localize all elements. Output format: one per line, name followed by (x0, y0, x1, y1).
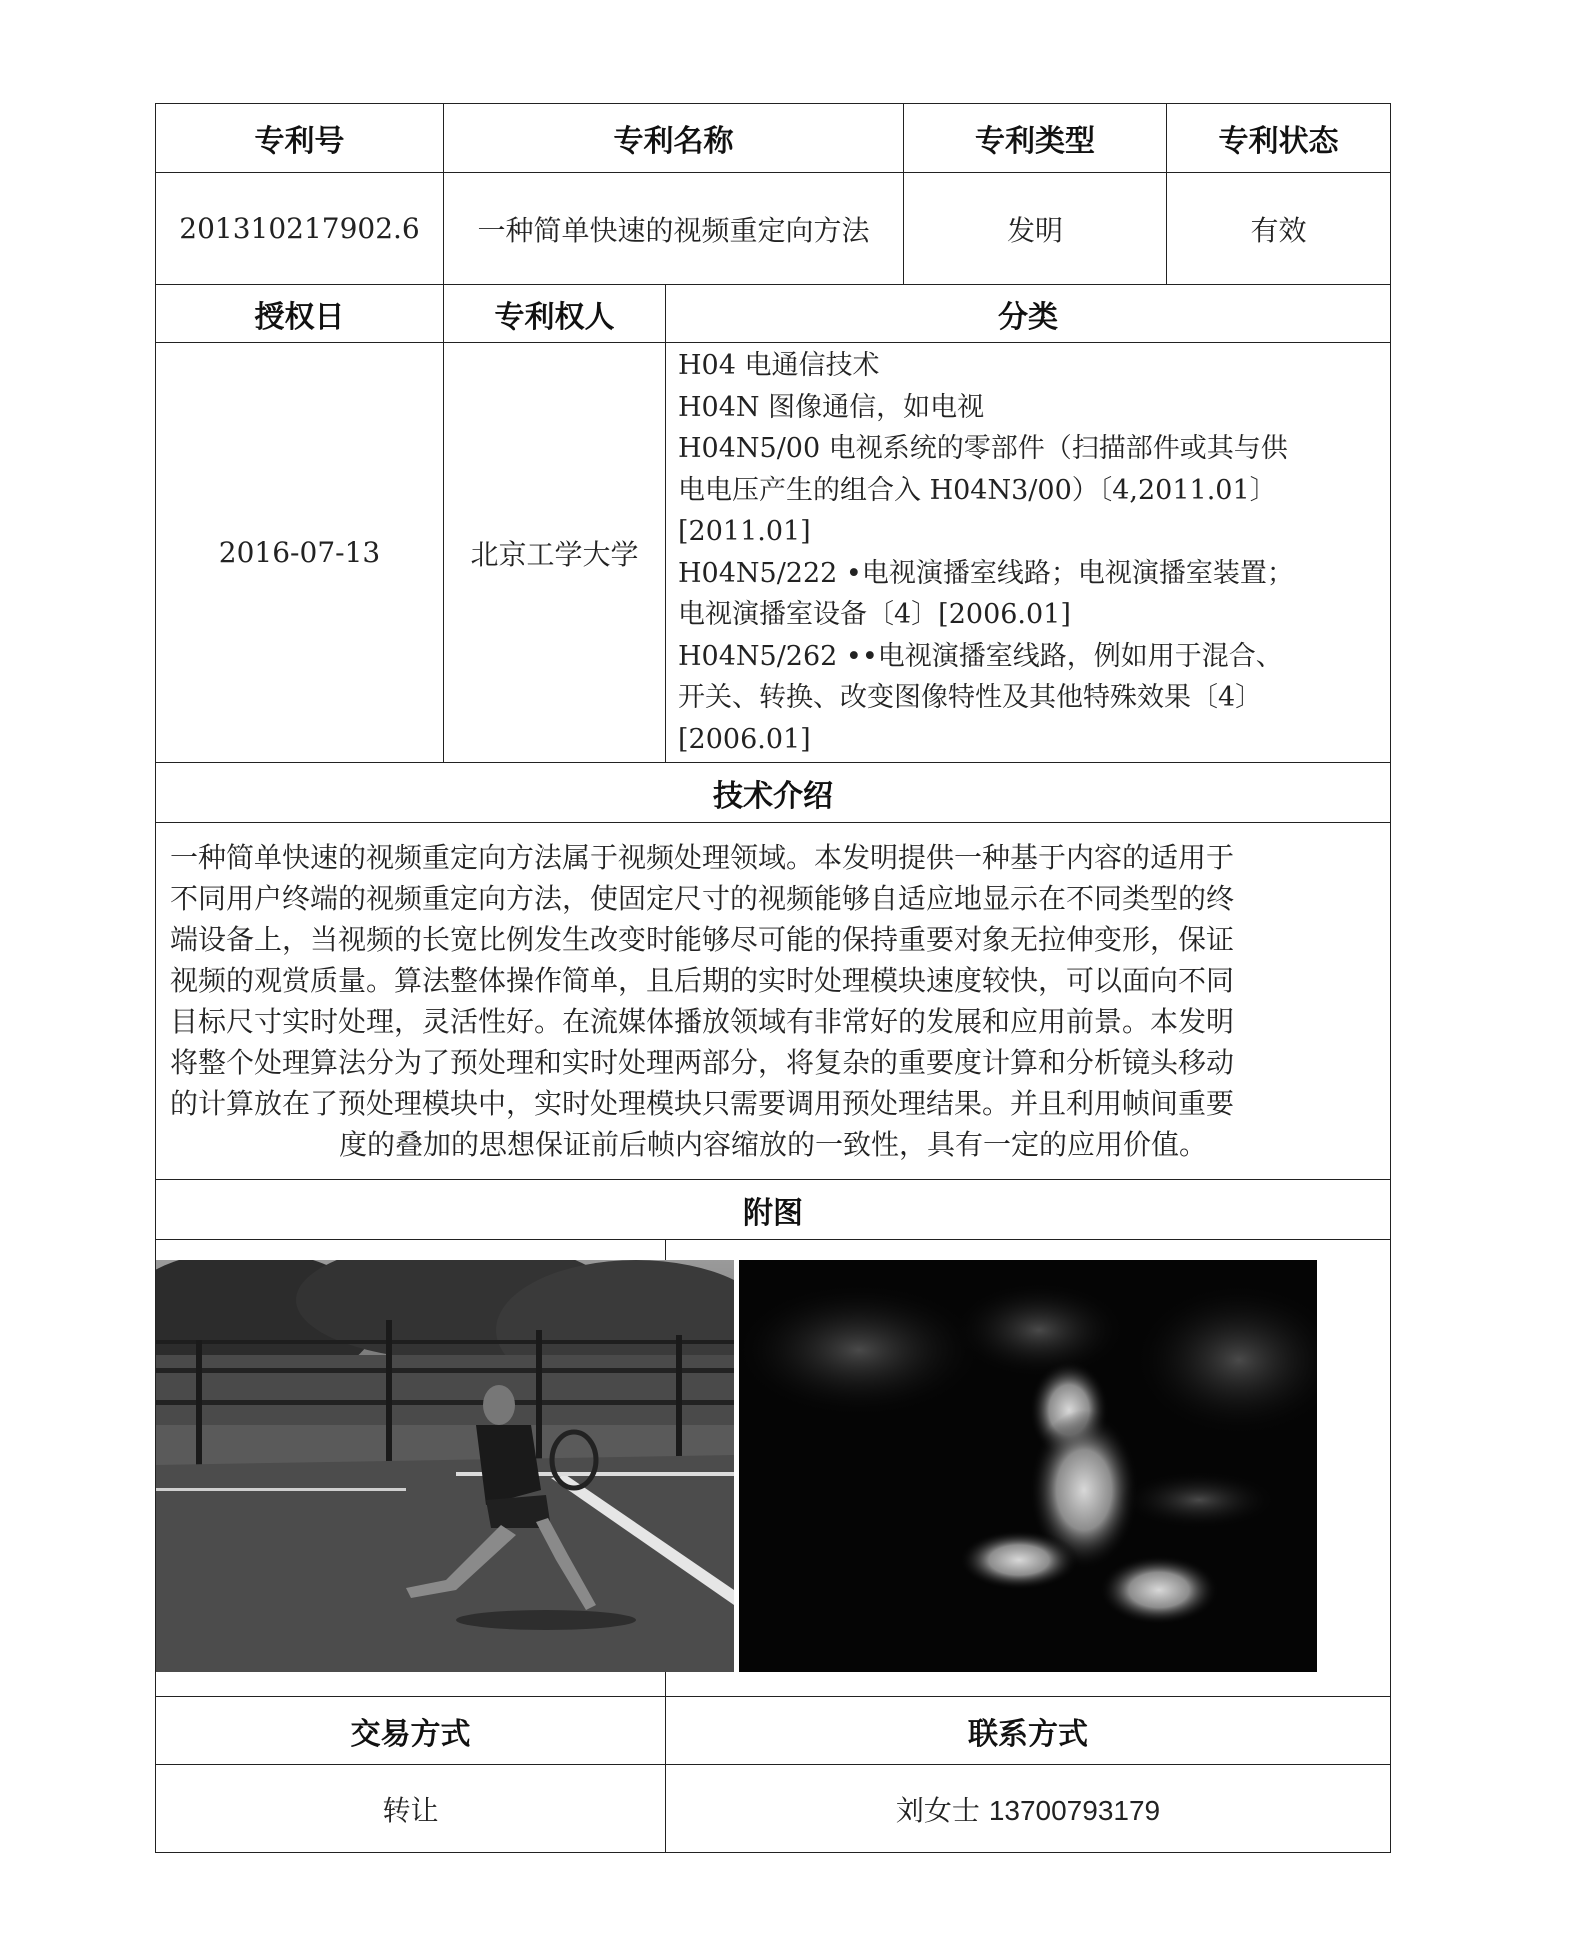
classification-line: H04 电通信技术 (678, 350, 880, 381)
patent-type-value: 发明 (904, 173, 1167, 285)
tech-intro-body (156, 823, 1391, 1180)
patent-status-value: 有效 (1167, 173, 1391, 285)
classification-line: 电电压产生的组合入 H04N3/00）〔4,2011.01〕 (678, 474, 1277, 506)
owner-value: 北京工学大学 (444, 343, 666, 763)
contact-value (666, 1765, 1391, 1853)
intro-line: 目标尺寸实时处理，灵活性好。在流媒体播放领域有非常好的发展和应用前景。本发明 (170, 1005, 1235, 1038)
intro-line: 的计算放在了预处理模块中，实时处理模块只需要调用预处理结果。并且利用帧间重要 (170, 1087, 1235, 1120)
classification-header: 分类 (666, 285, 1391, 343)
classification-line: H04N5/222 •电视演播室线路；电视演播室装置； (678, 557, 1294, 589)
patent-status-header: 专利状态 (1167, 104, 1391, 173)
patent-name-header: 专利名称 (444, 104, 904, 173)
transaction-value: 转让 (156, 1765, 666, 1853)
classification-line: 开关、转换、改变图像特性及其他特殊效果〔4〕 (678, 682, 1263, 713)
figure-right-cell (666, 1240, 1391, 1697)
classification-list (666, 343, 1391, 763)
patent-no-value: 201310217902.6 (156, 173, 444, 285)
patent-type-header: 专利类型 (904, 104, 1167, 173)
intro-line: 端设备上，当视频的长宽比例发生改变时能够尽可能的保持重要对象无拉伸变形，保证 (170, 923, 1235, 956)
patent-no-header: 专利号 (156, 104, 444, 173)
intro-line: 不同用户终端的视频重定向方法，使固定尺寸的视频能够自适应地显示在不同类型的终 (170, 882, 1235, 915)
classification-line: [2006.01] (678, 723, 811, 755)
classification-line: H04N 图像通信，如电视 (678, 391, 985, 423)
contact-phone: 13700793179 (988, 1794, 1161, 1826)
tech-intro-header: 技术介绍 (156, 763, 1391, 823)
contact-name: 刘女士 (895, 1793, 980, 1827)
patent-name-value: 一种简单快速的视频重定向方法 (444, 173, 904, 285)
classification-line: H04N5/262 ••电视演播室线路，例如用于混合、 (678, 640, 1283, 672)
patent-table (155, 103, 1391, 1853)
intro-line: 一种简单快速的视频重定向方法属于视频处理领域。本发明提供一种基于内容的适用于 (170, 841, 1235, 874)
classification-line: H04N5/00 电视系统的零部件（扫描部件或其与供 (678, 433, 1288, 464)
transaction-header: 交易方式 (156, 1697, 666, 1765)
contact-header: 联系方式 (666, 1697, 1391, 1765)
grant-date-header: 授权日 (156, 285, 444, 343)
saliency-map-image (739, 1260, 1317, 1672)
classification-line: 电视演播室设备〔4〕[2006.01] (678, 599, 1071, 630)
figure-left-cell (156, 1240, 666, 1697)
grant-date-value: 2016-07-13 (156, 343, 444, 763)
classification-line: [2011.01] (678, 516, 811, 547)
owner-header: 专利权人 (444, 285, 666, 343)
intro-line: 视频的观赏质量。算法整体操作简单，且后期的实时处理模块速度较快，可以面向不同 (170, 964, 1235, 997)
tennis-frame-image (156, 1260, 734, 1672)
figures-header: 附图 (156, 1180, 1391, 1240)
intro-line: 度的叠加的思想保证前后帧内容缩放的一致性，具有一定的应用价值。 (338, 1128, 1207, 1161)
intro-line: 将整个处理算法分为了预处理和实时处理两部分，将复杂的重要度计算和分析镜头移动 (170, 1046, 1235, 1079)
patent-info-sheet (155, 103, 1390, 1853)
